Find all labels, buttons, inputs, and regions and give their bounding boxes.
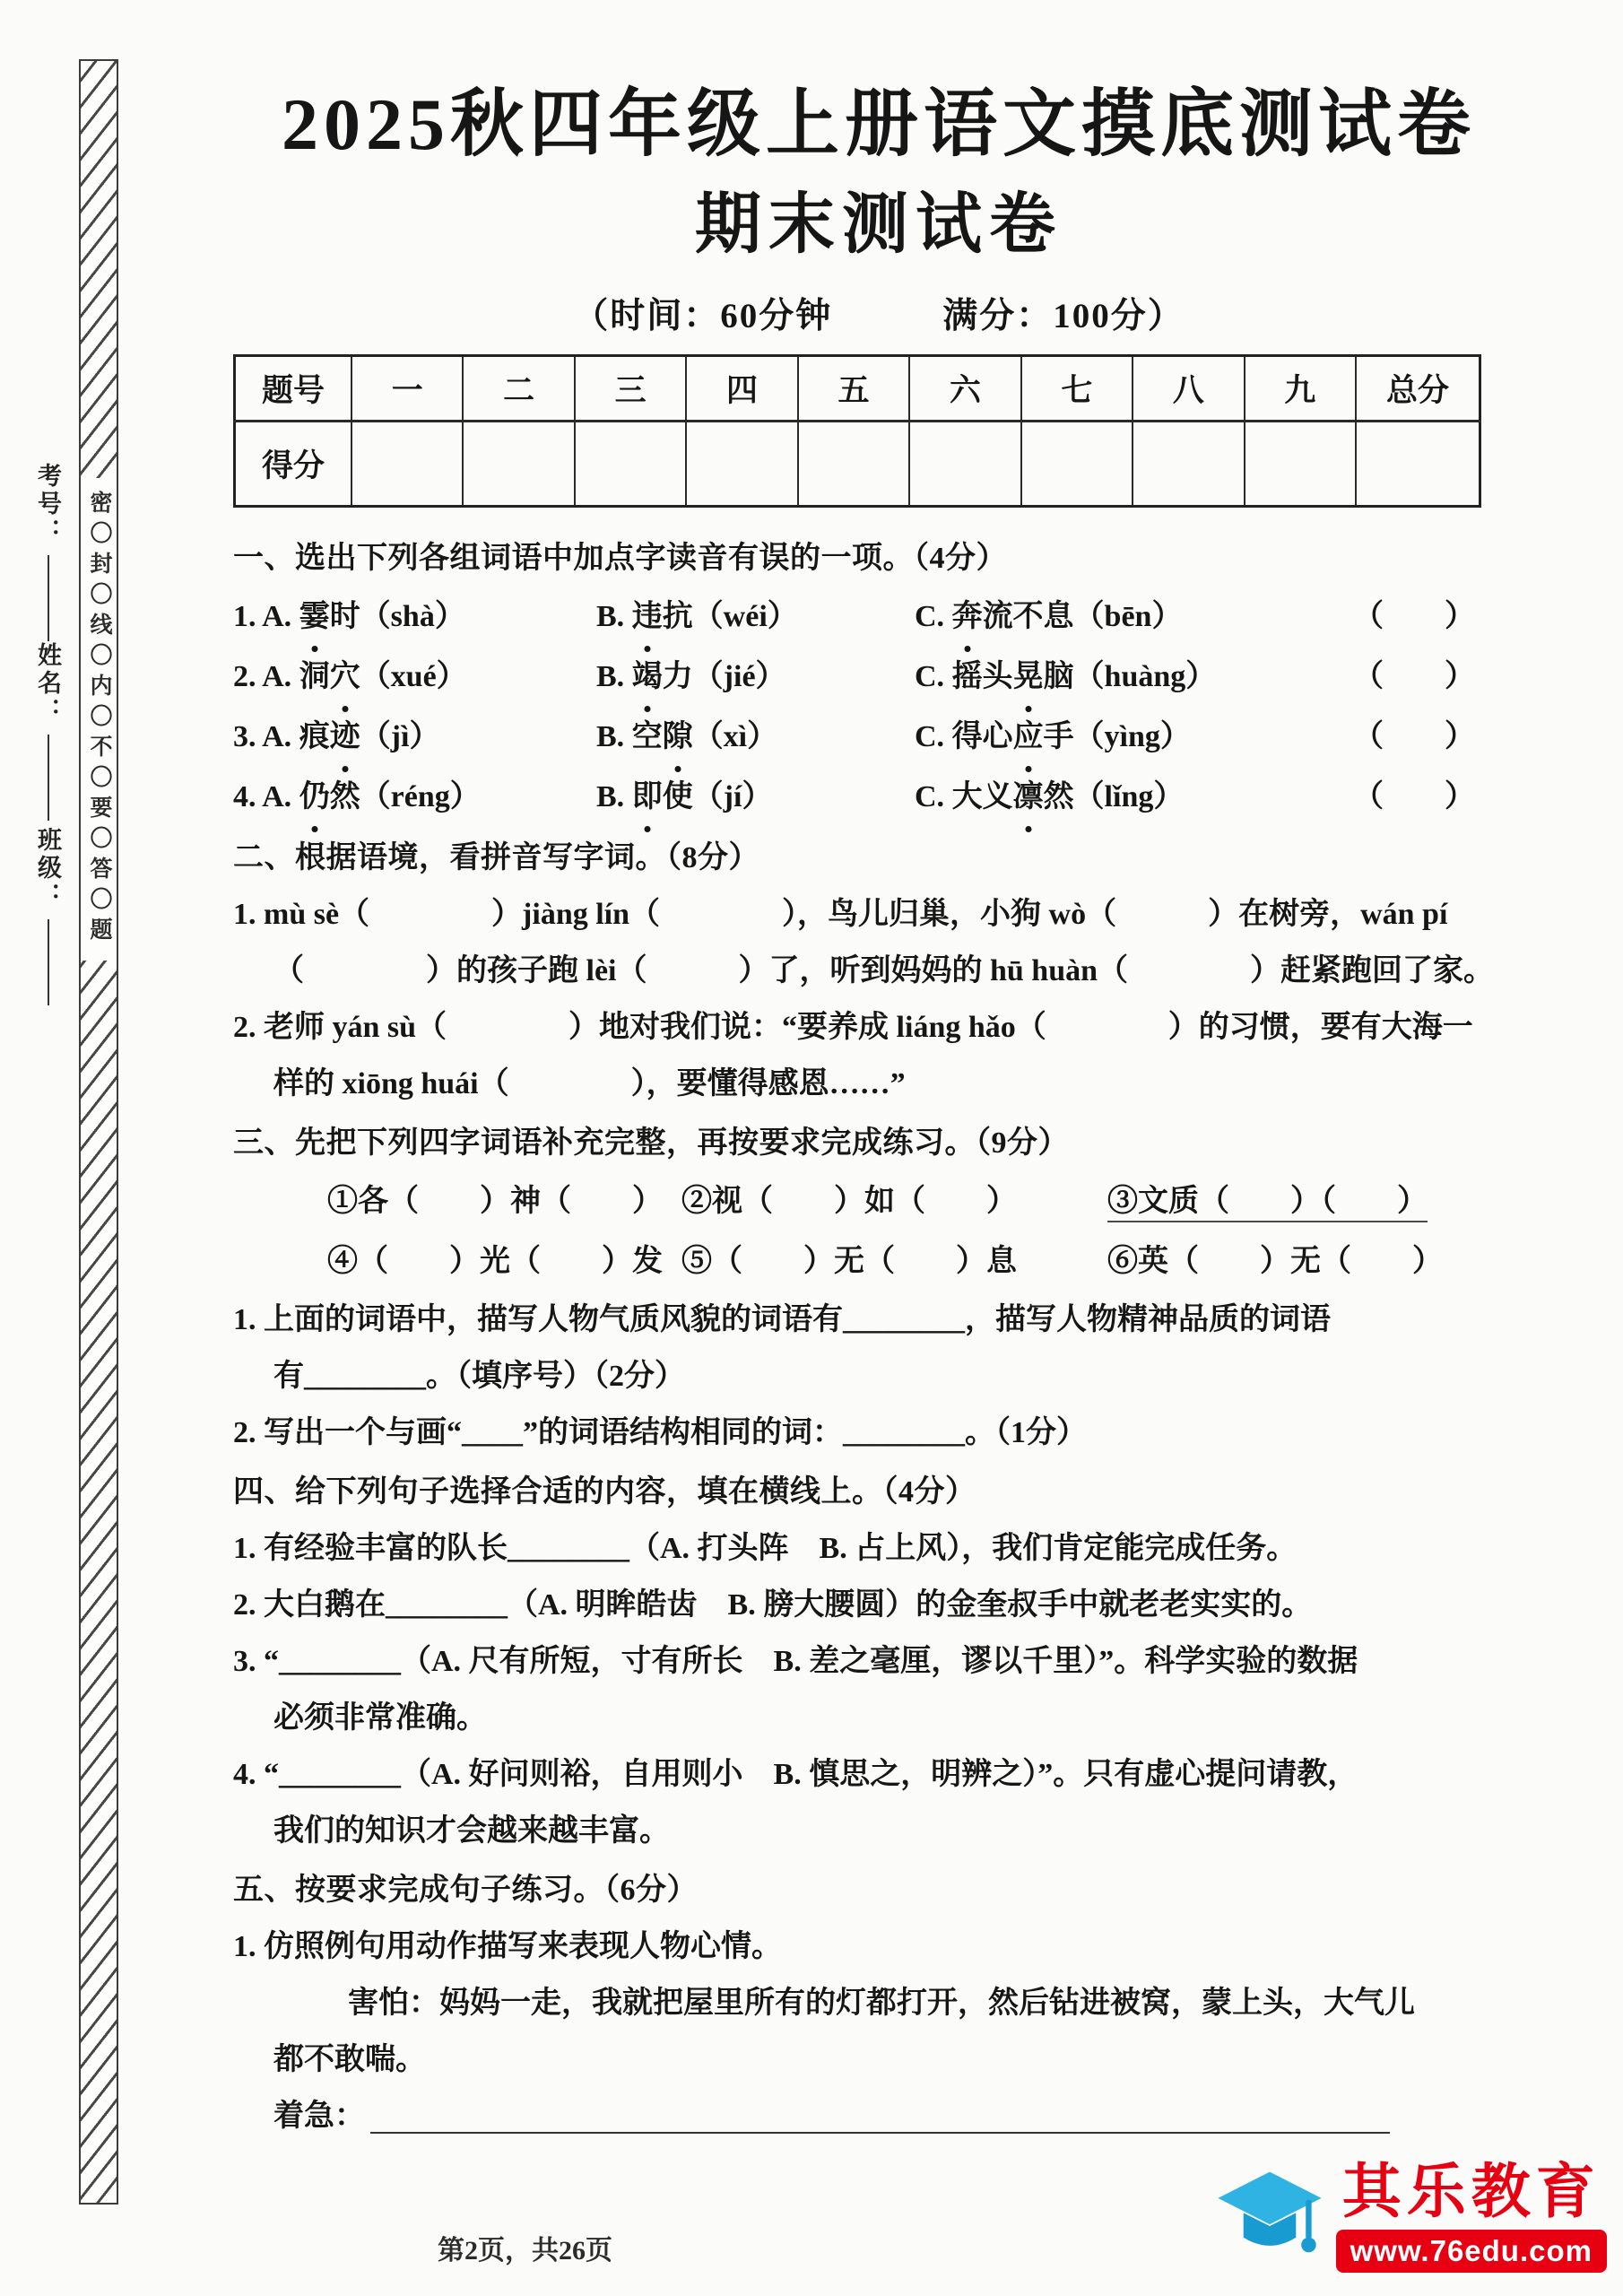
- emphasis-dot-char: 仍: [299, 767, 330, 827]
- score-table-column-label: 七: [1021, 355, 1133, 421]
- exam-number-label: 考号：: [34, 463, 61, 546]
- question-sections: [233, 531, 1524, 2144]
- binding-hatch-top: [81, 61, 117, 478]
- section-heading: 五、按要求完成句子练习。（6分）: [233, 1873, 698, 1907]
- score-table-column-label: 总分: [1356, 355, 1480, 421]
- exam-number-group: [30, 463, 65, 641]
- page-subtitle: 期末测试卷: [695, 187, 1063, 262]
- binding-hatch-bottom: [81, 961, 117, 2203]
- exam-meta-line: （时间：60分钟 满分：100分）: [573, 296, 1185, 335]
- score-table-column-label: 六: [909, 355, 1020, 421]
- question-line: 1. 上面的词语中，描写人物气质风貌的词语有________，描写人物精神品质的词语: [233, 1302, 1331, 1336]
- idiom-fill-text: ⑥英（ ）无（ ）: [1107, 1244, 1443, 1278]
- publisher-url: www.76edu.com: [1336, 2230, 1607, 2273]
- answer-bracket: （ ）: [1353, 599, 1475, 633]
- graduation-cap-icon: [1212, 2166, 1327, 2266]
- exam-section: [233, 1116, 1524, 1461]
- class-write-line: [48, 919, 49, 1005]
- question-line: 都不敢喘。: [273, 2042, 426, 2076]
- exam-section: [233, 831, 1524, 1112]
- idiom-fill-item: [681, 1171, 1107, 1231]
- score-table-column-label: 二: [463, 355, 574, 421]
- score-cell: [1245, 421, 1357, 506]
- emphasis-dot-char: 霎: [299, 587, 330, 647]
- question-line: 害怕：妈妈一走，我就把屋里所有的灯都打开，然后钻进被窝，蒙上头，大气儿: [348, 1986, 1415, 2020]
- score-table: [233, 354, 1481, 508]
- score-table-column-label: 八: [1133, 355, 1244, 421]
- choice-question-row: [233, 647, 1524, 707]
- question-line: 3. “________（A. 尺有所短，寸有所长 B. 差之毫厘，谬以千里）”。科学实验的数据: [233, 1644, 1358, 1678]
- idiom-fill-item: [327, 1171, 681, 1231]
- score-cell: [1021, 421, 1133, 506]
- emphasis-dot-char: 竭: [632, 647, 663, 707]
- question-line: 必须非常准确。: [273, 1700, 487, 1735]
- question-line: 1. 有经验丰富的队长________（A. 打头阵 B. 占上风），我们肯定能完成任务。: [233, 1531, 1298, 1565]
- section-heading: 三、先把下列四字词语补充完整，再按要求完成练习。（9分）: [233, 1126, 1069, 1160]
- idiom-fill-text: ⑤（ ）无（ ）息: [681, 1244, 1017, 1278]
- choice-c: C. 奔流不息（bēn）: [915, 587, 1353, 647]
- idiom-fill-item: [681, 1231, 1107, 1292]
- question-line: 样的 xiōng huái（ ），要懂得感恩……”: [273, 1066, 906, 1100]
- fill-in-label: 着急：: [273, 2099, 365, 2133]
- score-cell: [463, 421, 574, 506]
- choice-b: B. 竭力（jié）: [596, 647, 915, 707]
- score-cell: [686, 421, 797, 506]
- question-line: 4. “________（A. 好问则裕，自用则小 B. 慎思之，明辨之）”。只有虚心提问请教，: [233, 1757, 1358, 1791]
- question-line: 我们的知识才会越来越丰富。: [273, 1813, 670, 1848]
- question-line: 2. 大白鹅在________（A. 明眸皓齿 B. 膀大腰圆）的金奎叔手中就老老实实的。: [233, 1587, 1313, 1622]
- idiom-fill-item: [1107, 1231, 1524, 1292]
- score-table-column-label: 五: [798, 355, 909, 421]
- binding-strip: [79, 59, 118, 2205]
- student-name-write-line: [48, 735, 49, 821]
- score-table-header-row: [235, 355, 1480, 421]
- choice-question-row: [233, 587, 1524, 647]
- score-cell: [909, 421, 1020, 506]
- idiom-fill-text: ②视（ ）如（ ）: [681, 1184, 1017, 1218]
- class-group: [30, 827, 65, 1005]
- student-name-group: [30, 642, 65, 821]
- emphasis-dot-char: 即: [632, 767, 663, 827]
- emphasis-dot-char: 穴: [330, 647, 360, 707]
- publisher-name: 其乐教育: [1341, 2157, 1601, 2224]
- choice-b: B. 即使（jí）: [596, 767, 915, 827]
- score-cell: [352, 421, 463, 506]
- choice-question-row: [233, 767, 1524, 827]
- choice-b: B. 空隙（xì）: [596, 707, 915, 767]
- choice-a: 2. A. 洞穴（xué）: [233, 647, 596, 707]
- choice-c: C. 大义凛然（lǐng）: [915, 767, 1353, 827]
- choice-a: 4. A. 仍然（réng）: [233, 767, 596, 827]
- score-cell: [575, 421, 686, 506]
- page-title: 2025秋四年级上册语文摸底测试卷: [281, 83, 1476, 165]
- emphasis-dot-char: 迹: [330, 707, 360, 767]
- score-table-corner: 题号: [235, 355, 352, 421]
- emphasis-dot-char: 凛: [1013, 767, 1044, 827]
- question-line: 有________。（填序号）（2分）: [273, 1359, 685, 1393]
- answer-bracket: （ ）: [1353, 779, 1475, 813]
- score-cell: [1133, 421, 1244, 506]
- idiom-fill-text: ③文质（ ）（ ）: [1107, 1185, 1428, 1222]
- answer-bracket: （ ）: [1353, 719, 1475, 753]
- idiom-fill-row: [233, 1231, 1524, 1292]
- fill-in-line: [233, 2088, 1524, 2144]
- score-cell: [1356, 421, 1480, 506]
- main-content: [233, 0, 1524, 2144]
- question-line: 1. 仿照例句用动作描写来表现人物心情。: [233, 1929, 782, 1963]
- idiom-fill-text: ①各（ ）神（ ）: [327, 1184, 663, 1218]
- question-line: 2. 老师 yán sù（ ）地对我们说：“要养成 liáng hǎo（ ）的习惯，要有大海一: [233, 1010, 1473, 1044]
- answer-write-line: [370, 2132, 1390, 2134]
- emphasis-dot-char: 违: [632, 587, 663, 647]
- choice-c: C. 得心应手（yìng）: [915, 707, 1353, 767]
- exam-section: [233, 1863, 1524, 2144]
- exam-number-write-line: [48, 555, 49, 641]
- score-cell: [798, 421, 909, 506]
- score-table-column-label: 九: [1245, 355, 1357, 421]
- choice-b: B. 违抗（wéi）: [596, 587, 915, 647]
- score-table-column-label: 四: [686, 355, 797, 421]
- class-label: 班级：: [34, 827, 61, 910]
- student-name-label: 姓名：: [34, 642, 61, 726]
- publisher-logo: [1212, 2157, 1607, 2273]
- choice-c: C. 摇头晃脑（huàng）: [915, 647, 1353, 707]
- answer-bracket: （ ）: [1353, 659, 1475, 693]
- idiom-fill-text: ④（ ）光（ ）发: [327, 1244, 663, 1278]
- page-number: 第2页，共26页: [438, 2236, 612, 2266]
- question-line: （ ）的孩子跑 lèi（ ）了，听到妈妈的 hū huàn（ ）赶紧跑回了家。: [273, 953, 1495, 987]
- publisher-text: [1336, 2157, 1607, 2273]
- emphasis-dot-char: 晃: [1013, 647, 1044, 707]
- question-line: 2. 写出一个与画“____”的词语结构相同的词：________。（1分）: [233, 1415, 1087, 1449]
- seal-line-text: 密〇封〇线〇内〇不〇要〇答〇题: [87, 491, 111, 948]
- emphasis-dot-char: 奔: [952, 587, 983, 647]
- idiom-fill-item: [1107, 1171, 1524, 1231]
- score-table-score-row: [235, 421, 1480, 506]
- idiom-fill-item: [327, 1231, 681, 1292]
- score-table-column-label: 一: [352, 355, 463, 421]
- score-table-column-label: 三: [575, 355, 686, 421]
- choice-a: 1. A. 霎时（shà）: [233, 587, 596, 647]
- choice-question-row: [233, 707, 1524, 767]
- section-heading: 二、根据语境，看拼音写字词。（8分）: [233, 840, 759, 874]
- choice-a: 3. A. 痕迹（jì）: [233, 707, 596, 767]
- question-line: 1. mù sè（ ）jiàng lín（ ），鸟儿归巢，小狗 wò（ ）在树旁，wán pí: [233, 897, 1448, 931]
- idiom-fill-row: [233, 1171, 1524, 1231]
- section-heading: 一、选出下列各组词语中加点字读音有误的一项。（4分）: [233, 541, 1007, 575]
- score-row-label: 得分: [235, 421, 352, 506]
- emphasis-dot-char: 应: [1013, 707, 1044, 767]
- exam-section: [233, 531, 1524, 827]
- exam-section: [233, 1465, 1524, 1859]
- emphasis-dot-char: 隙: [663, 707, 693, 767]
- section-heading: 四、给下列句子选择合适的内容，填在横线上。（4分）: [233, 1474, 976, 1509]
